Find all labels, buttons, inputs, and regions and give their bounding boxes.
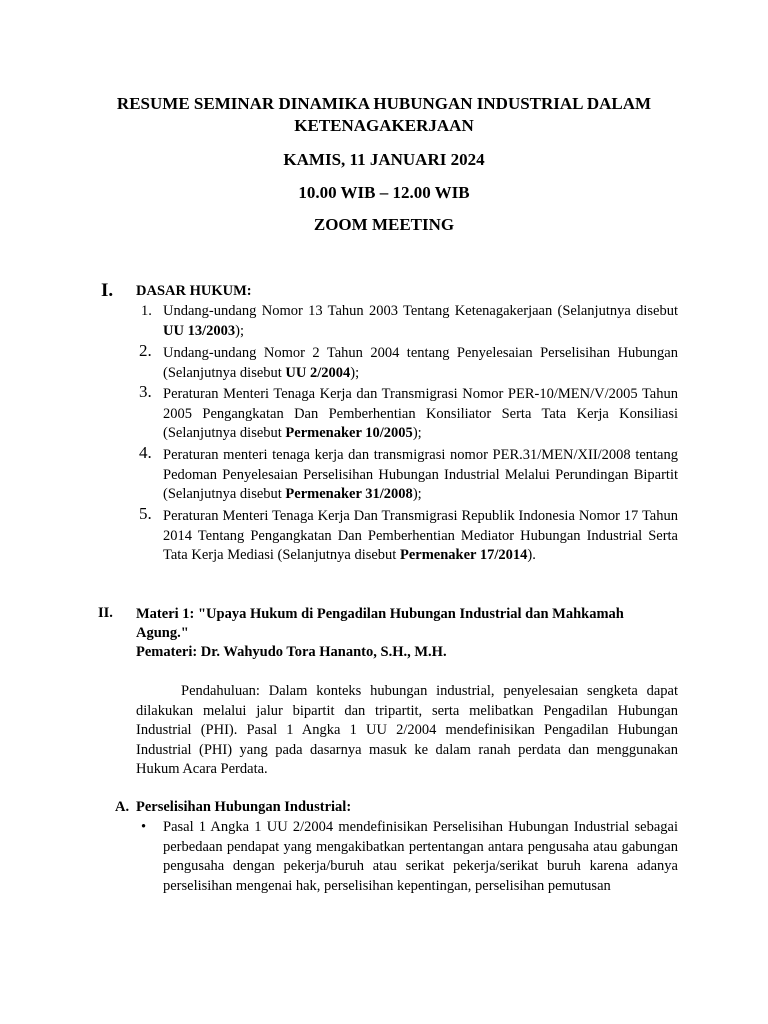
legal-basis-item-1: Undang-undang Nomor 13 Tahun 2003 Tentang Ketenagakerjaan (Selanjutnya disebut UU 13/2003); [163, 303, 678, 339]
item5-number: 5. [139, 504, 152, 523]
item3-number: 3. [139, 382, 152, 401]
item2-number: 2. [139, 341, 152, 360]
subsection-a-heading: Perselisihan Hubungan Industrial: [136, 799, 352, 815]
legal-basis-item-4: Peraturan menteri tenaga kerja dan transmigrasi nomor PER.31/MEN/XII/2008 tentang Pedoman Penyelesaian Perselisihan Hubungan Industrial Melalui Perundingan Bipartit (Selanjutnya disebut Permenaker 31/2008); [163, 447, 678, 502]
section2-numeral: II. [98, 605, 113, 621]
intro-paragraph: Pendahuluan: Dalam konteks hubungan industrial, penyelesaian sengketa dapat dilakukan melalui jalur bipartit dan tripartit, serta melibatkan Pengadilan Hubungan Industrial (PHI). Pasal 1 Angka 1 UU 2/2004 mendefinisikan Pengadilan Hubungan Industrial (PHI) yang pada dasarnya masuk ke dalam ranah perdata dan menggunakan Hukum Acara Perdata. [136, 683, 678, 777]
section1-heading: DASAR HUKUM: [136, 283, 252, 299]
pemateri: Pemateri: Dr. Wahyudo Tora Hananto, S.H., M.H. [136, 644, 447, 660]
section1-numeral: I. [101, 280, 114, 301]
legal-basis-item-2: Undang-undang Nomor 2 Tahun 2004 tentang Penyelesaian Perselisihan Hubungan (Selanjutnya disebut UU 2/2004); [163, 345, 678, 381]
seminar-time: 10.00 WIB – 12.00 WIB [298, 183, 470, 202]
subsection-a-letter: A. [115, 799, 130, 815]
materi-title-line2: Agung." [136, 625, 189, 641]
legal-basis-item-3: Peraturan Menteri Tenaga Kerja dan Transmigrasi Nomor PER-10/MEN/V/2005 Tahun 2005 Pengangkatan Dan Pemberhentian Konsiliator Serta Tata Kerja Konsiliasi (Selanjutnya disebut Permenaker 10/2005); [163, 386, 678, 441]
bullet-marker: • [141, 819, 147, 835]
legal-basis-item-5: Peraturan Menteri Tenaga Kerja Dan Transmigrasi Republik Indonesia Nomor 17 Tahun 2014 Tentang Pengangkatan Dan Pemberhentian Mediator Hubungan Industrial Serta Tata Kerja Mediasi (Selanjutnya disebut Permenaker 17/2014). [163, 508, 678, 563]
document-title-line2: KETENAGAKERJAAN [294, 116, 474, 135]
materi-title-line1: Materi 1: "Upaya Hukum di Pengadilan Hubungan Industrial dan Mahkamah [136, 606, 624, 622]
seminar-venue: ZOOM MEETING [313, 215, 455, 234]
seminar-date: KAMIS, 11 JANUARI 2024 [283, 150, 485, 169]
item4-number: 4. [139, 443, 152, 462]
item1-number: 1. [141, 303, 152, 319]
bullet-paragraph: Pasal 1 Angka 1 UU 2/2004 mendefinisikan Perselisihan Hubungan Industrial sebagai perbedaan pendapat yang mengakibatkan pertentangan antara pengusaha atau gabungan pengusaha dengan pekerja/buruh atau serikat pekerja/serikat buruh karena adanya perselisihan mengenai hak, perselisihan kepentingan, perselisihan pemutusan [163, 819, 678, 894]
document-title-line1: RESUME SEMINAR DINAMIKA HUBUNGAN INDUSTRIAL DALAM [116, 94, 652, 113]
